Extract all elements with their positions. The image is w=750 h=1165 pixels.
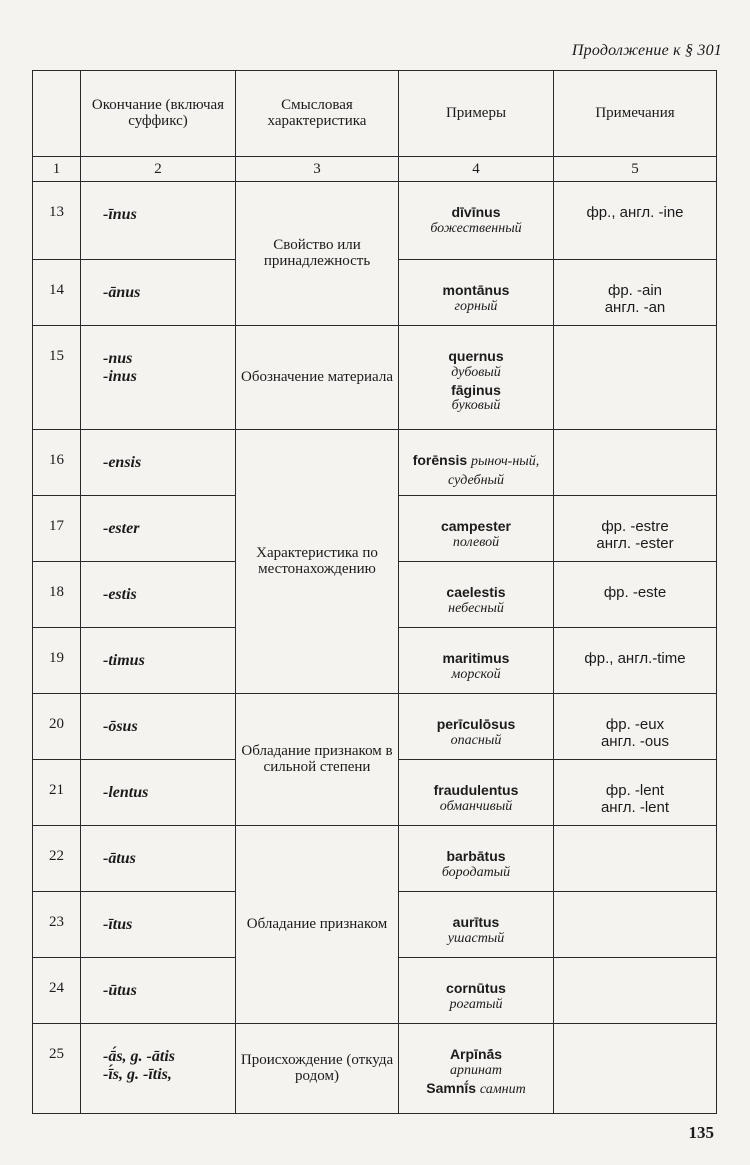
column-number: 4 [399, 157, 554, 182]
ending-text: -ōsus [103, 718, 138, 735]
note-cell [554, 1024, 717, 1114]
row-number: 13 [33, 182, 81, 260]
ending-cell [81, 1024, 236, 1114]
row-number: 22 [33, 826, 81, 892]
russian-translation: рыноч-ный, судебный [447, 454, 540, 488]
latin-example: perīculōsus [436, 716, 516, 732]
characteristic-cell: Обладание признаком [236, 826, 399, 1024]
note-text: фр., англ. -ine [586, 204, 684, 221]
russian-translation: бородатый [441, 864, 511, 880]
header-cell: Смысловая характеристика [236, 71, 399, 157]
russian-translation: буковый [451, 398, 501, 414]
header-cell: Примечания [554, 71, 717, 157]
row-number: 16 [33, 430, 81, 496]
ending-text: -ā́s, g. -ātis [103, 1048, 175, 1065]
note-cell [554, 826, 717, 892]
russian-translation: ушастый [447, 930, 505, 946]
russian-translation: горный [454, 298, 498, 314]
ending-cell [81, 182, 236, 260]
column-number: 2 [81, 157, 236, 182]
table-row [33, 430, 717, 496]
characteristic-cell: Характеристика по местонахождению [236, 430, 399, 694]
column-number: 3 [236, 157, 399, 182]
ending-text: -ensis [103, 454, 142, 471]
table-row [33, 826, 717, 892]
row-number: 23 [33, 892, 81, 958]
characteristic-cell: Происхождение (откуда родом) [236, 1024, 399, 1114]
ending-text: -ūtus [103, 982, 137, 999]
ending-cell [81, 430, 236, 496]
russian-translation: самнит [479, 1081, 526, 1097]
ending-cell [81, 562, 236, 628]
characteristic-cell: Обозначение материала [236, 326, 399, 430]
note-text: фр. -lent [605, 782, 665, 799]
ending-text: -īnus [103, 206, 137, 223]
ending-text: -estis [103, 586, 137, 603]
note-text: англ. -an [604, 299, 666, 317]
page-number: 135 [688, 1123, 714, 1142]
latin-example: forēnsis [412, 452, 468, 468]
example-cell [399, 562, 554, 628]
ending-text: -lentus [103, 784, 149, 801]
row-number: 17 [33, 496, 81, 562]
note-cell [554, 958, 717, 1024]
russian-translation: полевой [452, 534, 500, 550]
note-text: фр., англ.-time [584, 650, 686, 667]
note-text: фр. -eux [605, 716, 665, 733]
ending-cell [81, 826, 236, 892]
row-number: 14 [33, 260, 81, 326]
latin-example: fāginus [451, 381, 501, 398]
note-cell [554, 694, 717, 760]
note-text: фр. -este [603, 584, 667, 601]
latin-example: aurītus [452, 914, 500, 930]
ending-cell [81, 326, 236, 430]
characteristic-cell: Обладание признаком в сильной степени [236, 694, 399, 826]
latin-example: Arpīnā́s [449, 1046, 503, 1062]
latin-example: campester [440, 518, 512, 534]
latin-example: Samnī́s [426, 1079, 477, 1096]
note-text: англ. -lent [600, 799, 670, 817]
note-cell [554, 430, 717, 496]
ending-cell [81, 694, 236, 760]
ending-text: -ī́s, g. -ītis, [103, 1065, 172, 1083]
row-number: 24 [33, 958, 81, 1024]
ending-cell [81, 958, 236, 1024]
header-cell: Окончание (включая суффикс) [81, 71, 236, 157]
russian-translation: опасный [450, 732, 502, 748]
row-number: 25 [33, 1024, 81, 1114]
note-text: фр. -estre [601, 518, 669, 535]
note-cell [554, 496, 717, 562]
note-text: англ. -ous [600, 733, 670, 751]
example-cell [399, 496, 554, 562]
russian-translation: небесный [448, 600, 504, 616]
note-cell [554, 260, 717, 326]
column-number: 1 [33, 157, 81, 182]
russian-translation: арпинат [449, 1062, 503, 1078]
example-cell [399, 628, 554, 694]
header-cell: Примеры [399, 71, 554, 157]
column-number-row [33, 157, 717, 182]
ending-cell [81, 628, 236, 694]
ending-cell [81, 892, 236, 958]
column-number: 5 [554, 157, 717, 182]
table-row [33, 694, 717, 760]
latin-example: caelestis [446, 584, 506, 600]
ending-text: -ītus [103, 916, 133, 933]
ending-cell [81, 260, 236, 326]
russian-translation: божественный [430, 220, 522, 236]
example-cell [399, 694, 554, 760]
table-row [33, 182, 717, 260]
example-cell [399, 958, 554, 1024]
ending-text: -ātus [103, 850, 136, 867]
row-number: 18 [33, 562, 81, 628]
ending-text: -timus [103, 652, 145, 669]
note-text: англ. -ester [596, 535, 674, 553]
example-cell [399, 326, 554, 430]
table-header-row [33, 71, 717, 157]
note-cell [554, 892, 717, 958]
row-number: 19 [33, 628, 81, 694]
example-cell [399, 1024, 554, 1114]
suffix-table [32, 70, 717, 1114]
russian-translation: дубовый [451, 364, 501, 380]
russian-translation: рогатый [449, 996, 503, 1012]
example-cell [399, 760, 554, 826]
header-cell [33, 71, 81, 157]
row-number: 20 [33, 694, 81, 760]
table-row [33, 1024, 717, 1114]
latin-example: cornūtus [446, 980, 506, 996]
note-cell [554, 628, 717, 694]
example-cell [399, 430, 554, 496]
row-number: 15 [33, 326, 81, 430]
example-cell [399, 826, 554, 892]
characteristic-cell: Свойство или принадлежность [236, 182, 399, 326]
note-text: фр. -ain [607, 282, 663, 299]
example-cell [399, 892, 554, 958]
russian-translation: морской [451, 666, 501, 682]
table-body [33, 182, 717, 1114]
latin-example: quernus [448, 348, 504, 364]
example-cell [399, 182, 554, 260]
example-cell [399, 260, 554, 326]
row-number: 21 [33, 760, 81, 826]
note-cell [554, 326, 717, 430]
latin-example: dīvīnus [451, 204, 501, 220]
page-header: Продолжение к § 301 [571, 42, 722, 59]
latin-example: montānus [442, 282, 510, 298]
latin-example: fraudulentus [433, 782, 519, 798]
ending-cell [81, 496, 236, 562]
latin-example: barbātus [446, 848, 506, 864]
table-row [33, 326, 717, 430]
latin-example: maritimus [442, 650, 510, 666]
ending-text: -inus [103, 367, 137, 385]
ending-text: -ānus [103, 284, 141, 301]
ending-text: -nus [103, 350, 133, 367]
note-cell [554, 760, 717, 826]
note-cell [554, 182, 717, 260]
suffix-table-wrapper [32, 70, 717, 1110]
russian-translation: обманчивый [439, 798, 513, 814]
ending-cell [81, 760, 236, 826]
note-cell [554, 562, 717, 628]
ending-text: -ester [103, 520, 140, 537]
